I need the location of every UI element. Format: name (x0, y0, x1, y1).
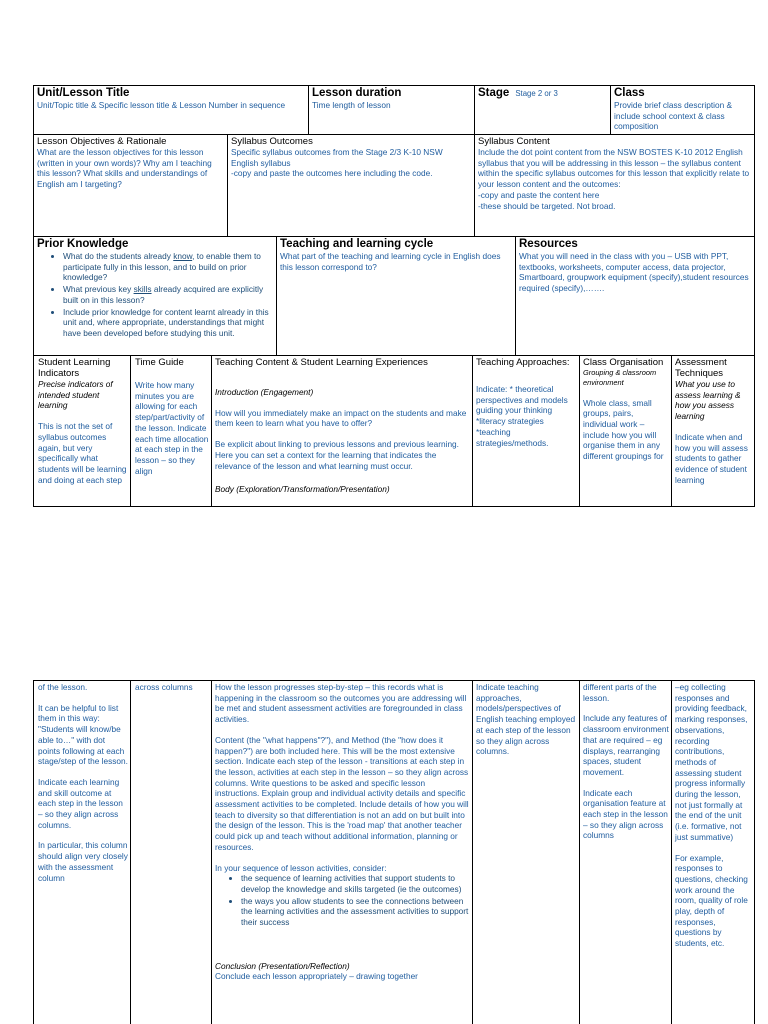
duration-cell (312, 87, 472, 111)
prior-knowledge-heading: Prior Knowledge (37, 238, 129, 250)
stage-heading: Stage (478, 87, 510, 99)
conclusion-text: Conclude each lesson appropriately – drawing together (215, 971, 418, 982)
experiences-heading: Teaching Content & Student Learning Experiences (215, 357, 428, 368)
unit-title-cell (37, 87, 305, 111)
indicators-cont-1: of the lesson. (38, 682, 88, 692)
indicators-cont-4: In particular, this column should align very closely with the assessment column (38, 840, 128, 883)
organisation-col (583, 357, 669, 462)
organisation-text: Whole class, small groups, pairs, individual work – include how you will organise them in any different groupings for (583, 397, 664, 462)
organisation-cont-2: Include any features of classroom environment that are required – eg displays, rearranging spaces, student movement. (583, 713, 669, 777)
experiences-col-cont (215, 682, 470, 982)
outcomes-line-1: Specific syllabus outcomes from the Stage 2/3 K-10 NSW English syllabus (231, 147, 443, 168)
resources-heading: Resources (519, 238, 578, 250)
assessment-cont-2: For example, responses to questions, checking work around the room, quality of role play, depth of responses, questions by students, etc. (675, 852, 748, 949)
prior-bullet-2: • What previous key skills already acquired are explicitly built on in this lesson? (63, 284, 274, 305)
class-heading: Class (614, 87, 645, 99)
prior-bullet-1: • What do the students already know, to enable them to participate fully in this lesson, and to build on prior knowledge? (63, 251, 274, 283)
duration-desc: Time length of lesson (312, 100, 391, 110)
assessment-cont-1: –eg collecting responses and providing feedback, marking responses, observations, recording contributions, methods of assessing student progress informally during the lesson, not just formally at the end of the unit (i.e. formative, not just summative) (675, 682, 748, 842)
outcomes-heading: Syllabus Outcomes (231, 136, 313, 147)
content-line-1: Include the dot point content from the NSW BOSTES K-10 2012 English syllabus that you will be addressing in this lesson – the syllabus content within the specific syllabus outcomes for this lesson that explicitly relate to your lesson content and the outcomes: (478, 147, 750, 190)
time-col (135, 357, 209, 476)
organisation-cont-3: Indicate each organisation feature at each step in the lesson – so they align across columns (583, 787, 668, 841)
time-col-cont (135, 682, 209, 693)
approaches-heading: Teaching Approaches: (476, 357, 570, 368)
approaches-col-cont (476, 682, 576, 757)
indicators-col-cont (38, 682, 128, 883)
objectives-cell (37, 136, 225, 190)
indicators-italic: Precise indicators of intended student learning (38, 379, 113, 411)
time-heading: Time Guide (135, 357, 184, 368)
cycle-text: What part of the teaching and learning cycle in English does this lesson correspond to? (280, 251, 501, 272)
outcomes-line-2: -copy and paste the outcomes here including the code. (231, 168, 433, 179)
resources-cell (519, 238, 752, 294)
cycle-cell (280, 238, 512, 272)
prior-knowledge-cell (37, 238, 274, 340)
intro-paragraph-2: Be explicit about linking to previous lessons and previous learning. Here you can set a context for the learning that indicates the relevance of the lesson and what learning must occur. (215, 439, 459, 471)
assessment-heading: Assessment Techniques (675, 357, 727, 379)
prior-bullet-3: • Include prior knowledge for content learnt already in this unit and, where appropriate, understandings that might have been developed before studying this unit. (63, 307, 274, 339)
experiences-consider-list (215, 873, 470, 928)
stage-cell (478, 87, 608, 100)
assessment-italic: What you use to assess learning & how you assess learning (675, 379, 741, 422)
content-line-3: -these should be targeted. Not broad. (478, 200, 616, 211)
approaches-text: Indicate: * theoretical perspectives and models guiding your thinking *literacy strategies *teaching strategies/methods. (476, 384, 568, 448)
class-desc: Provide brief class description & include school context & class composition (614, 100, 733, 132)
duration-heading: Lesson duration (312, 87, 402, 99)
objectives-heading: Lesson Objectives & Rationale (37, 136, 167, 147)
indicators-cont-3: Indicate each learning and skill outcome at each step in the lesson – so they align across columns. (38, 776, 123, 830)
body-heading: Body (Exploration/Transformation/Presentation) (215, 484, 390, 495)
organisation-heading: Class Organisation (583, 357, 664, 368)
consider-bullet-2: • the ways you allow students to see the connections between the learning activities and the assessment activities to support their success (241, 896, 470, 928)
cycle-heading: Teaching and learning cycle (280, 238, 434, 250)
content-line-2: -copy and paste the content here (478, 189, 600, 200)
approaches-col (476, 357, 576, 448)
time-cont: across columns (135, 682, 193, 692)
assessment-col-cont (675, 682, 751, 949)
organisation-cont-1: different parts of the lesson. (583, 682, 657, 703)
indicators-cont-2: It can be helpful to list them in this way: "Students will know/be able to…" with dot points following at each stage/step of the lesson. (38, 702, 128, 767)
organisation-italic: Grouping & classroom environment (583, 368, 657, 387)
class-cell (614, 87, 752, 132)
experiences-cont-3: In your sequence of lesson activities, consider: (215, 862, 387, 873)
outcomes-cell (231, 136, 471, 179)
approaches-cont: Indicate teaching approaches, models/perspectives of English teaching employed at each step of the lesson so they align across columns. (476, 682, 576, 757)
conclusion-heading: Conclusion (Presentation/Reflection) (215, 960, 350, 971)
unit-title-heading: Unit/Lesson Title (37, 87, 130, 99)
experiences-col (215, 357, 470, 495)
intro-heading: Introduction (Engagement) (215, 387, 314, 397)
assessment-text: Indicate when and how you will assess students to gather evidence of student learning (675, 431, 748, 485)
objectives-text: What are the lesson objectives for this lesson (written in your own words)? Why am I teaching this lesson? What skills and understandings of English am I targeting? (37, 147, 212, 190)
page-2 (0, 560, 768, 1024)
stage-value: Stage 2 or 3 (515, 89, 558, 98)
content-cell (478, 136, 752, 211)
content-heading: Syllabus Content (478, 136, 550, 147)
organisation-col-cont (583, 682, 669, 841)
indicators-text: This is not the set of syllabus outcomes again, but very specifically what students will be learning and doing at each step (38, 421, 127, 485)
assessment-col (675, 357, 753, 485)
experiences-cont-2: Content (the "what happens"?"), and Method (the "how does it happen?") are both included here. This will be the most extensive section. Indicate each step of the lesson - transitions at each step in the lesson, activities at each step in the lesson – so they align across columns. Write questions to be asked and specific lesson instructions. Explain group and individual activity details and specific assessment activities to be completed. Include details of how you will teach to diversity so that differentiation is not an add on but built into the design of the lesson. This is the 'road map' that another teacher could pick up and teach without additional information, planning or resources. (215, 734, 469, 852)
indicators-heading: Student Learning Indicators (38, 357, 111, 379)
time-text: Write how many minutes you are allowing for each step/part/activity of the lesson. Indicate each time allocation at each step in the lesson – so they align (135, 380, 209, 476)
consider-bullet-1: • the sequence of learning activities that support students to develop the knowledge and skills targeted (ie the outcomes) (241, 873, 470, 894)
resources-text: What you will need in the class with you – USB with PPT, textbooks, worksheets, computer access, data projector, Smartboard, groupwork equipment (specify),student resources required (specify),……. (519, 251, 749, 294)
experiences-cont-1: How the lesson progresses step-by-step – this records what is happening in the classroom so the outcomes you are addressing will be met and student assessment activities are foregrounded in class activities. (215, 682, 467, 725)
intro-paragraph-1: How will you immediately make an impact on the students and make them keen to learn what you have to offer? (215, 407, 467, 429)
unit-title-desc: Unit/Topic title & Specific lesson title & Lesson Number in sequence (37, 100, 286, 110)
indicators-col (38, 357, 128, 485)
prior-knowledge-list (37, 251, 274, 339)
